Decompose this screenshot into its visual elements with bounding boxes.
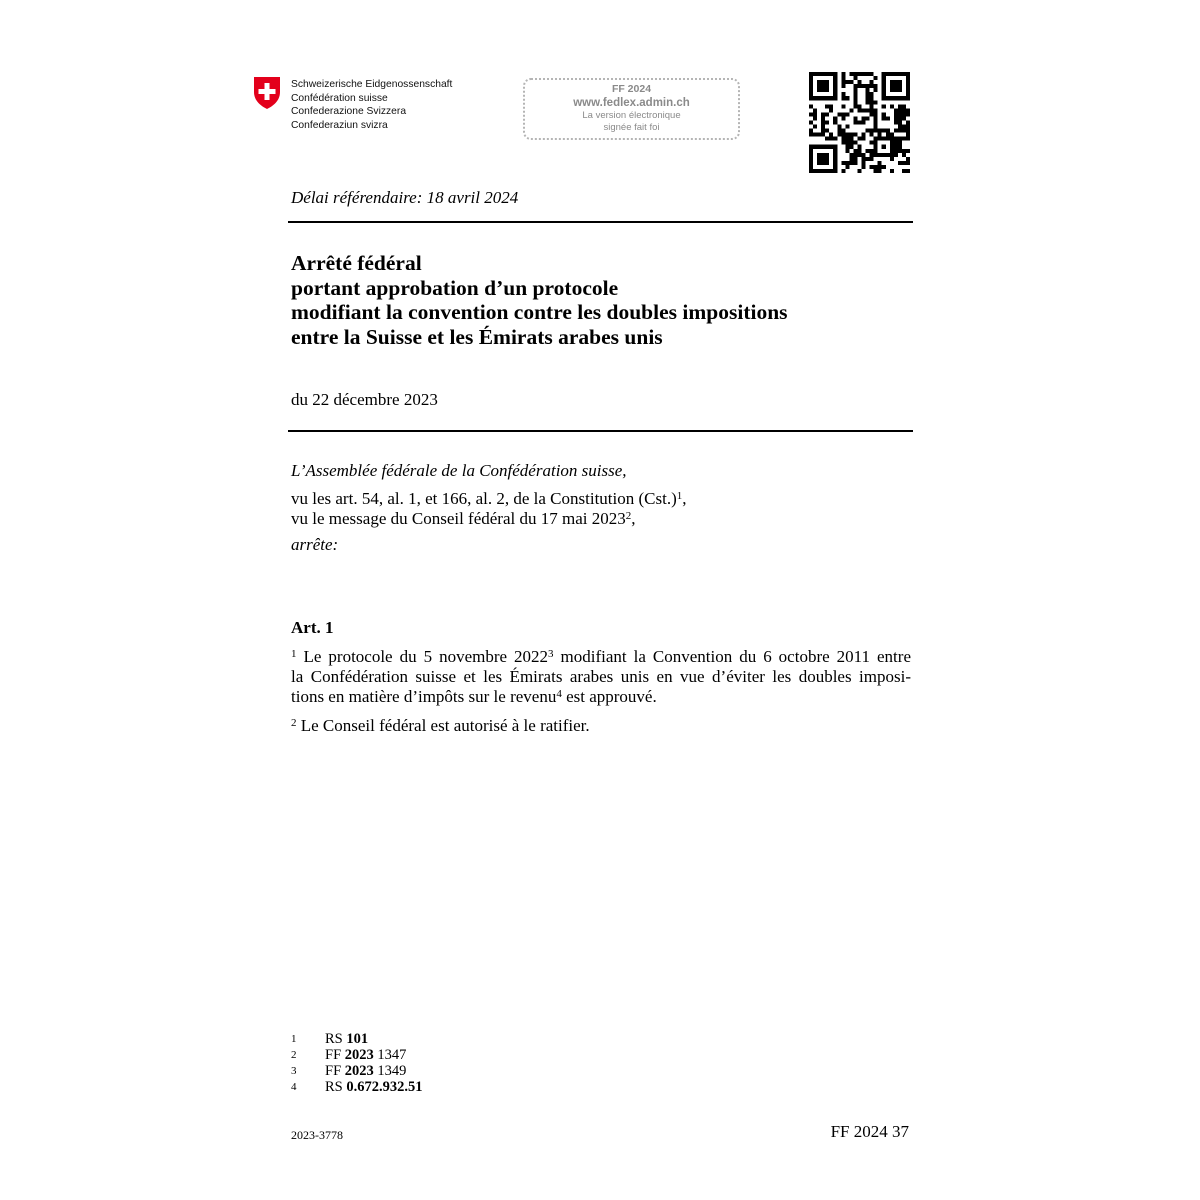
message-reference <box>291 509 687 529</box>
divider <box>288 221 913 223</box>
decision-word: arrête: <box>291 535 339 554</box>
footnotes <box>291 1031 423 1095</box>
paragraph-text: Le Conseil fédéral est autorisé à le ratifier. <box>296 716 590 735</box>
article-body <box>291 647 911 736</box>
footnote <box>291 1031 423 1047</box>
paragraph-1-line-1 <box>291 647 911 667</box>
confederation-name-it: Confederazione Svizzera <box>291 106 407 117</box>
electronic-signature-stamp <box>523 78 740 140</box>
title-line: portant approbation d’un protocole <box>291 275 619 300</box>
paragraph-number: 1 <box>291 648 297 660</box>
paragraph-text: est approuvé. <box>561 687 657 706</box>
title-line: modifiant la convention contre les doubles impositions <box>291 300 788 324</box>
swiss-crest-icon <box>253 76 281 110</box>
divider <box>288 430 913 432</box>
basis-text: vu les art. 54, al. 1, et 166, al. 2, de la Constitution (Cst.) <box>291 489 677 508</box>
title-line: Arrêté fédéral <box>291 251 422 275</box>
paragraph-text: tions en matière d’impôts sur le revenu <box>291 687 557 706</box>
footnote-text: FF 2023 1347 <box>325 1047 407 1063</box>
referendum-deadline: Délai référendaire: 18 avril 2024 <box>291 188 519 207</box>
footnote-ref: 3 <box>548 648 554 660</box>
stamp-note-1: La version électronique <box>582 110 681 121</box>
confederation-name-de: Schweizerische Eidgenossenschaft <box>291 79 453 90</box>
stamp-note-2: signée fait foi <box>603 122 660 133</box>
page-reference: FF 2024 37 <box>830 1122 909 1141</box>
footnote-text: RS 0.672.932.51 <box>325 1079 423 1095</box>
stamp-site: www.fedlex.admin.ch <box>573 97 690 109</box>
confederation-names <box>291 78 452 132</box>
footnote <box>291 1047 423 1063</box>
paragraph-1-line-2: la Confédération suisse et les Émirats arabes unis en vue d’éviter les doubles imposi- <box>291 667 911 686</box>
footnote-number: 2 <box>291 1049 297 1061</box>
qr-code-icon <box>809 72 910 173</box>
document-id: 2023-3778 <box>291 1128 343 1142</box>
paragraph-text: Le protocole du 5 novembre 2022 <box>296 647 549 666</box>
footnote <box>291 1079 423 1095</box>
confederation-name-fr: Confédération suisse <box>291 92 388 104</box>
footnote-ref: 1 <box>676 490 683 502</box>
footnote-text: RS 101 <box>325 1031 369 1047</box>
punctuation: , <box>631 509 636 528</box>
document-date: du 22 décembre 2023 <box>291 390 438 409</box>
footnote-ref: 2 <box>625 510 632 522</box>
footnote-text: FF 2023 1349 <box>325 1063 407 1079</box>
preamble <box>291 461 687 555</box>
article-heading: Art. 1 <box>291 618 334 637</box>
stamp-ref: FF 2024 <box>611 83 652 95</box>
footnote-ref: 4 <box>556 688 562 700</box>
paragraph-2 <box>291 716 911 736</box>
message-text: vu le message du Conseil fédéral du 17 mai 2023 <box>291 509 626 528</box>
constitutional-basis <box>291 489 687 509</box>
paragraph-text: modifiant la Convention du 6 octobre 2011 entre <box>553 647 911 666</box>
footnote-number: 3 <box>291 1065 297 1077</box>
footnote <box>291 1063 423 1079</box>
paragraph-number: 2 <box>291 717 297 729</box>
document-title <box>291 251 788 349</box>
confederation-name-rm: Confederaziun svizra <box>291 119 388 131</box>
footnote-number: 4 <box>291 1081 297 1093</box>
paragraph-1-line-3 <box>291 687 911 707</box>
punctuation: , <box>682 489 687 508</box>
footnote-number: 1 <box>291 1033 297 1045</box>
assembly-line: L’Assemblée fédérale de la Confédération suisse, <box>291 461 627 480</box>
title-line: entre la Suisse et les Émirats arabes unis <box>291 324 663 349</box>
